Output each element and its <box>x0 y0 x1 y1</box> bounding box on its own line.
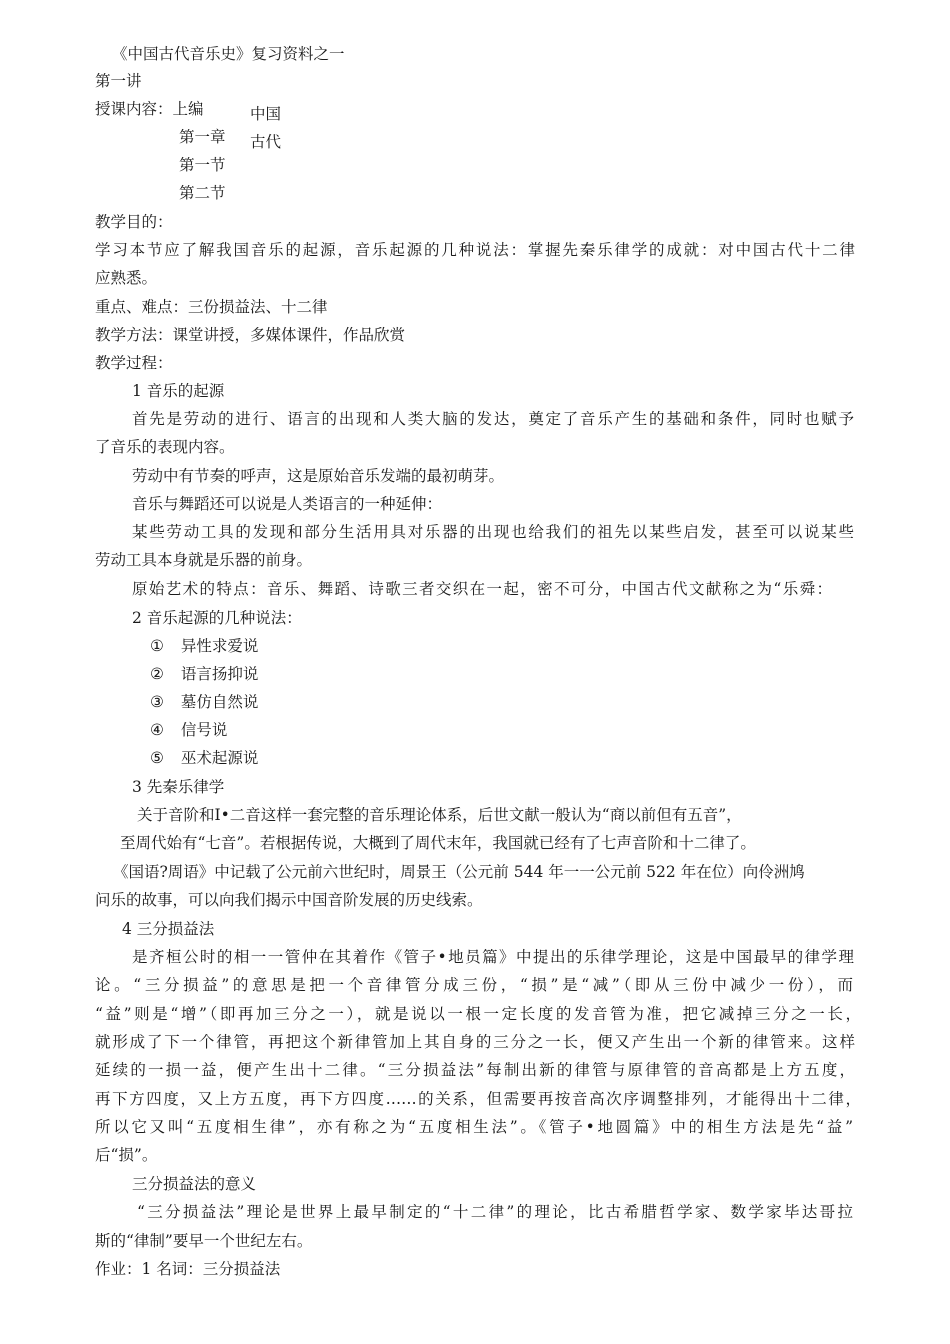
heading-pre-qin: 3 先秦乐律学 <box>132 778 225 796</box>
paragraph-8-line-4: 就形成了下一个律管，再把这个新律管加上其自身的三分之一长，便又产生出一个新的律管来。这样 <box>95 1033 855 1051</box>
side-note-line-2: 古代 <box>250 133 282 151</box>
heading-theories: 2 音乐起源的几种说法： <box>132 609 302 627</box>
list-item <box>150 720 227 740</box>
list-text: 墓仿自然说 <box>180 693 259 711</box>
paragraph-8-line-7: 所以它又叫“五度相生律”，亦有称之为“五度相生法”。《管子•地圆篇》中的相生方法是先“益” <box>95 1118 853 1136</box>
paragraph-2: 劳动中有节奏的呼声，这是原始音乐发端的最初萌芽。 <box>132 467 505 485</box>
paragraph-6-line-1: 关于音阶和I•二音这样一套完整的音乐理论体系，后世文献一般认为“商以前但有五音”， <box>137 806 742 824</box>
paragraph-1-line-1: 首先是劳动的进行、语言的出现和人类大脑的发达，奠定了音乐产生的基础和条件，同时也赋予 <box>132 410 854 428</box>
list-text: 语言扬抑说 <box>180 665 259 683</box>
paragraph-4-line-1: 某些劳动工具的发现和部分生活用具对乐器的出现也给我们的祖先以某些启发，甚至可以说某些 <box>132 523 854 541</box>
paragraph-7-line-2: 问乐的故事，可以向我们揭示中国音阶发展的历史线索。 <box>95 891 483 909</box>
paragraph-8-line-5: 延续的一损一益，便产生出十二律。“三分损益法”每制出新的律管与原律管的音高都是上方五度， <box>95 1061 855 1079</box>
paragraph-6-line-2: 至周代始有“七音”。若根据传说，大概到了周代末年，我国就已经有了七声音阶和十二律了。 <box>120 834 756 852</box>
paragraph-4-line-2: 劳动工具本身就是乐器的前身。 <box>95 551 313 569</box>
aim-label: 教学目的： <box>95 213 173 231</box>
side-note <box>250 100 310 151</box>
list-item <box>150 748 258 768</box>
heading-significance: 三分损益法的意义 <box>132 1175 257 1193</box>
list-number: ⑤ <box>150 749 164 767</box>
list-number: ② <box>150 665 164 683</box>
paragraph-8-line-2: 论。“三分损益”的意思是把一个音律管分成三份，“损”是“减”（即从三份中减少一份），而 <box>95 976 853 994</box>
paragraph-8-line-3: “益”则是“增”（即再加三分之一），就是说以一根一定长度的发音管为准，把它减掉三分之一长， <box>95 1005 861 1023</box>
paragraph-1-line-2: 了音乐的表现内容。 <box>95 438 235 456</box>
aim-line-2: 应熟悉。 <box>95 269 158 287</box>
process-label: 教学过程： <box>95 354 173 372</box>
focus-line: 重点、难点：三份损益法、十二律 <box>95 298 328 316</box>
section-1-label: 第一节 <box>179 156 226 174</box>
paragraph-7-line-1: 《国语?周语》中记载了公元前六世纪时，周景王（公元前 544 年一一公元前 522 年在位）向伶洲鸠 <box>113 863 805 881</box>
list-number: ① <box>150 637 164 655</box>
paragraph-3: 音乐与舞蹈还可以说是人类语言的一种延伸： <box>132 495 443 513</box>
list-number: ③ <box>150 693 164 711</box>
homework-line: 作业：1 名词：三分损益法 <box>95 1260 281 1278</box>
list-item <box>150 664 258 684</box>
content-label: 授课内容：上编 <box>95 100 204 118</box>
paragraph-8-line-8: 后“损”。 <box>95 1146 158 1164</box>
method-line: 教学方法：课堂讲授，多媒体课件，作品欣赏 <box>95 326 406 344</box>
paragraph-9-line-2: 斯的“律制”要早一个世纪左右。 <box>95 1232 313 1250</box>
list-number: ④ <box>150 721 164 739</box>
lecture-heading: 第一讲 <box>95 72 142 90</box>
list-item <box>150 636 258 656</box>
heading-origin: 1 音乐的起源 <box>132 382 225 400</box>
heading-method: 4 三分损益法 <box>122 920 215 938</box>
paragraph-8-line-1: 是齐桓公时的相一一管仲在其着作《管子•地员篇》中提出的乐律学理论，这是中国最早的律学理 <box>132 948 854 966</box>
paragraph-5: 原始艺术的特点：音乐、舞蹈、诗歌三者交织在一起，密不可分，中国古代文献称之为“乐舜： <box>132 580 832 598</box>
paragraph-9-line-1: “三分损益法”理论是世界上最早制定的“十二律”的理论，比古希腊哲学家、数学家毕达哥拉 <box>137 1203 853 1221</box>
chapter-label: 第一章 <box>179 128 226 146</box>
side-note-line-1: 中国 <box>250 105 282 123</box>
list-text: 异性求爱说 <box>180 637 259 655</box>
list-text: 巫术起源说 <box>180 749 259 767</box>
aim-line-1: 学习本节应了解我国音乐的起源，音乐起源的几种说法：掌握先秦乐律学的成就：对中国古代十二律 <box>95 241 855 259</box>
section-2-label: 第二节 <box>179 184 226 202</box>
list-item <box>150 692 258 712</box>
paragraph-8-line-6: 再下方四度，又上方五度，再下方四度……的关系，但需要再按音高次序调整排列，才能得出十二律， <box>95 1090 861 1108</box>
doc-title: 《中国古代音乐史》复习资料之一 <box>112 45 345 63</box>
list-text: 信号说 <box>180 721 228 739</box>
